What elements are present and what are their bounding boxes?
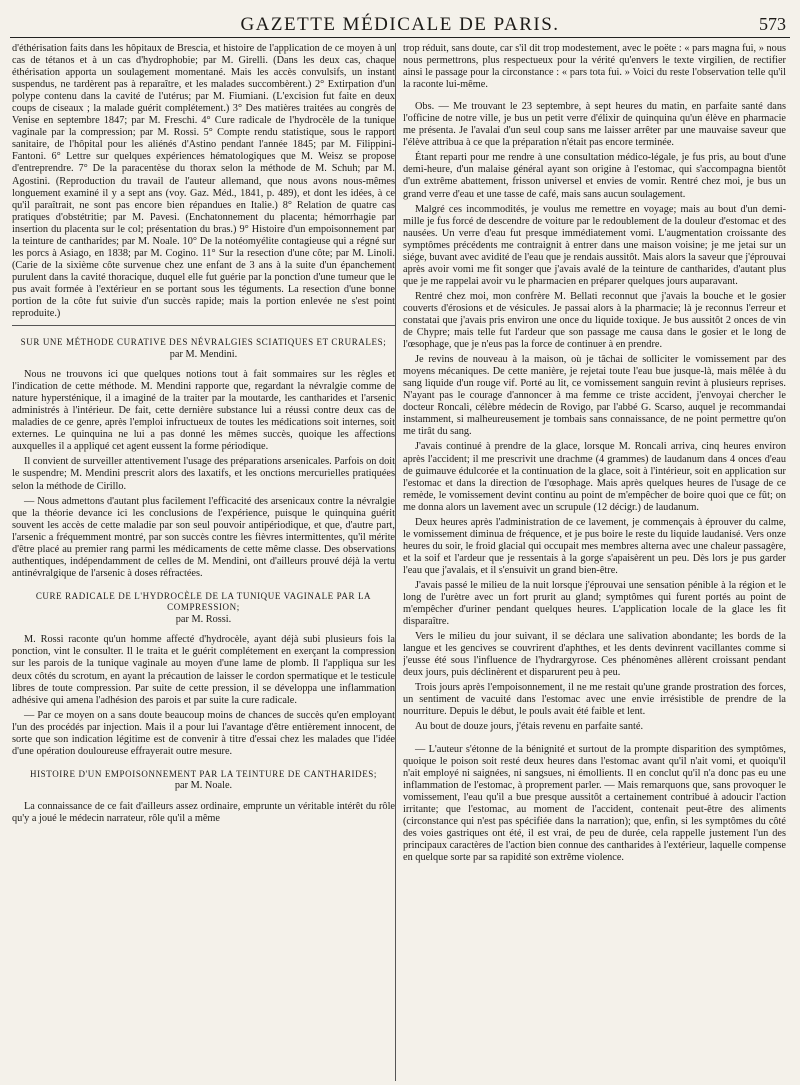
section-rule: [12, 325, 395, 326]
section-heading: [12, 337, 395, 360]
observation-paragraph: Je revins de nouveau à la maison, où je tâchai de solliciter le vomissement par des moyens mécaniques. De cette manière, je rejetai toute l'eau bue jusque-là, mais mêlée à du sang liquide d'un rouge vif. Porté au lit, ce vomissement sanguin revint à plusieurs reprises. N'ayant pas le courage d'annoncer à ma femme ce triste accident, j'envoyai chercher le docteur Roncali, célèbre médecin de Rovigo, par l'abbé G. Scarso, auquel je recommandai instamment, si malheureusement je tombais sans connaissance, de ne point permettre qu'on me tirât du sang.: [403, 354, 786, 438]
commentary-paragraph: — L'auteur s'étonne de la bénignité et surtout de la prompte disparition des symptômes, quoique le poison soit resté deux heures dans l'estomac avant qu'il n'ait vomi, et quoiqu'il n'ait employé ni saignées, ni sangsues, ni émollients. Il en conclut qu'il n'a donc pas eu une inflammation de l'estomac, à proprement parler. — Mais remarquons que, sans provoquer le vomissement, l'eau qu'il a bue presque aussitôt a certainement contribué à adoucir l'action irritante; que l'estomac, au moment de l'accident, contenait peut-être des aliments (circonstance qui n'est pas spécifiée dans la narration); que, enfin, si les symptômes du côté des voies gastriques ont été, il est vrai, de peu de durée, cela rappelle justement l'un des principaux caractères de l'action bien connue des cantharides à l'extérieur, laquelle compense en quelque sorte par sa rapidité son extrême violence.: [403, 743, 786, 863]
section-heading: [12, 591, 395, 626]
right-column: [403, 43, 786, 1081]
paragraph: — Nous admettons d'autant plus facilement l'efficacité des arsenicaux contre la névralgie que la théorie devance ici les conclusions de l'expérience, puisque le quinquina guérit souvent les accès de cette maladie par son seul pouvoir antipériodique, et que, d'autre part, l'arsenic a fréquemment montré, par son succès contre les fièvres intermittentes, qu'il mérite d'être placé au premier rang parmi les médicaments de cette même classe. Des observations authentiques, indépendamment de celles de M. Mendini, ont d'ailleurs prouvé déjà la vertu antinévralgique de l'arsenic à doses réfractées.: [12, 495, 395, 579]
observation-paragraph: Deux heures après l'administration de ce lavement, je commençais à éprouver du calme, le vomissement diminua de fréquence, et je pus boire le reste du liquide laudanisé. Vers onze heures du soir, le froid glacial qui occupait mes membres alterna avec une chaleur passagère, et la soif et l'ardeur que je ressentais à la gorge s'apaisèrent un peu. Dès lors je pus garder l'eau que j'avalais, et il s'ensuivit un grand bien-être.: [403, 516, 786, 576]
column-divider: [395, 43, 396, 1081]
section-heading: [12, 769, 395, 792]
spacer: [403, 91, 786, 101]
paragraph: Nous ne trouvons ici que quelques notions tout à fait sommaires sur les règles et l'indication de cette méthode. M. Mendini rapporte que, regardant la névralgie comme de nature hypersténique, il a imaginé de la traiter par la moutarde, les cantharides et l'arsenic administrés à l'intérieur. De fait, cette dernière substance lui a réussi contre deux cas de maladies de ce genre, après l'emploi infructueux de toutes les médications soit internes, soit externes. Le quinquina ne lui a pas donné les mêmes succès, quoique les affections auxquelles il a appliqué cet agent eussent la forme périodique.: [12, 369, 395, 453]
paragraph: M. Rossi raconte qu'un homme affecté d'hydrocèle, ayant déjà subi plusieurs fois la ponction, vint le consulter. Il le traita et le guérit complétement en exerçant la compression sur les parois de la tunique vaginale au moyen d'une lame de plomb. Il l'appliqua sur les deux côtés du scrotum, en ayant la précaution de laisser le cordon spermatique et le testicule libres de toute compression. Par suite de cette pression, il se développa une inflammation adhésive qui amena l'adhésion des parois et par suite la cure radicale.: [12, 634, 395, 706]
observation-paragraph: Étant reparti pour me rendre à une consultation médico-légale, je fus pris, au bout d'une demi-heure, d'un malaise général ayant son origine à l'estomac, qui s'accompagna bientôt d'un extrême abattement, frisson universel et envies de vomir. Rentré chez moi, je bus un grand verre d'eau et une tasse de café, mais sans aucun soulagement.: [403, 152, 786, 200]
paragraph: Il convient de surveiller attentivement l'usage des préparations arsenicales. Parfois on doit le suspendre; M. Mendini prescrit alors des laxatifs, et les onctions mercurielles pratiquées selon la méthode de Cirillo.: [12, 456, 395, 492]
paragraph: trop réduit, sans doute, car s'il dit trop modestement, avec le poëte : « pars magna fui, » nous nous permettrons, plus respectueux pour la vérité qu'envers le texte virgilien, de rectifier ainsi le passage pour la circonstance : « pars tota fui. » Voici du reste l'observation telle qu'il la raconte lui-même.: [403, 43, 786, 91]
observation-paragraph: Rentré chez moi, mon confrère M. Bellati reconnut que j'avais la bouche et le gosier couverts d'érosions et de vésicules. Je passai alors à la pharmacie; là je reconnus l'erreur et constatai que j'avais pris environ une once du liquide toxique. Je bus aussitôt 2 onces de vin de Chypre; mais telle fut l'ardeur que son passage me causa dans le gosier et le long de l'œsophage, que je n'eus pas la force de continuer à en prendre.: [403, 290, 786, 351]
paragraph: La connaissance de ce fait d'ailleurs assez ordinaire, emprunte un véritable intérêt du rôle qu'y a joué le médecin narrateur, rôle qu'il a même: [12, 800, 395, 824]
spacer: [403, 734, 786, 744]
observation-paragraph: Trois jours après l'empoisonnement, il ne me restait qu'une grande prostration des forces, un sentiment de vacuité dans l'estomac avec une envie irrésistible de prendre de la nourriture. Depuis le début, le pouls avait été faible et lent.: [403, 682, 786, 718]
section-author: par M. Mendini.: [169, 348, 238, 360]
section-author: par M. Rossi.: [175, 613, 232, 625]
section-title: SUR UNE MÉTHODE CURATIVE DES NÉVRALGIES SCIATIQUES ET CRURALES;: [20, 337, 387, 348]
paragraph: — Par ce moyen on a sans doute beaucoup moins de chances de succès qu'en employant l'un des procédés par injection. Mais il a pour lui l'avantage d'être entièrement innocent, de sorte que son indication légitime est de convenir à titre d'essai chez les malades que l'idée d'une opération douloureuse effrayerait outre mesure.: [12, 709, 395, 757]
section-title: CURE RADICALE DE L'HYDROCÈLE DE LA TUNIQUE VAGINALE PAR LA COMPRESSION;: [35, 590, 372, 613]
journal-title: GAZETTE MÉDICALE DE PARIS.: [240, 14, 560, 35]
section-author: par M. Noale.: [174, 780, 233, 792]
observation-paragraph: Vers le milieu du jour suivant, il se déclara une salivation abondante; les bords de la langue et les gencives se couvrirent d'aphthes, et les dents devinrent vacillantes comme si j'eusse été sous l'influence de l'hydrargyrose. Ces phénomènes allèrent croissant pendant deux jours, puis déclinèrent et disparurent peu à peu.: [403, 631, 786, 679]
observation-paragraph: Obs. — Me trouvant le 23 septembre, à sept heures du matin, en parfaite santé dans l'officine de notre ville, je bus un petit verre d'élixir de quinquina qu'un élève en pharmacie me présenta. Je l'avalai d'un seul coup sans me laisser arrêter par une mauvaise saveur que l'élève attribua à ce que la préparation n'était pas encore terminée.: [403, 101, 786, 149]
observation-paragraph: J'avais passé le milieu de la nuit lorsque j'éprouvai une sensation pénible à la région et le long de l'urètre avec un fort prurit au gland; symptômes qui furent portés au point de m'empêcher d'uriner pendant quelques heures. L'application locale de la glace les fit disparaître.: [403, 579, 786, 628]
observation-paragraph: Au bout de douze jours, j'étais revenu en parfaite santé.: [415, 721, 644, 733]
observation-paragraph: J'avais continué à prendre de la glace, lorsque M. Roncali arriva, cinq heures environ après l'accident; il me prescrivit une drachme (4 grammes) de laudanum dans 4 onces d'eau de guimauve édulcorée et la continuation de la glace, soit à l'intérieur, soit en application sur l'estomac et dans la direction de l'œsophage. Mais après quelques heures de l'usage de ce remède, le vomissement devint continu au point de m'empêcher de boire quoi que ce fût; on me donna alors un lavement avec un scrupule (12 décigr.) de laudanum.: [403, 441, 786, 513]
header-rule: [10, 37, 790, 38]
observation-paragraph: Malgré ces incommodités, je voulus me remettre en voyage; mais au bout d'un demi-mille je fus forcé de descendre de voiture par le redoublement de la douleur d'estomac et des nausées. Un verre d'eau fut presque immédiatement vomi. L'augmentation croissante des symptômes précédents me contraignit à entrer dans une maison voisine; je me jetai sur un siége, buvant avec avidité de l'eau que je rendais aussitôt. Mais alors la saveur que j'éprouvai après avoir vomi me fit songer que j'avais avalé de la teinture de cantharides, d'autant plus que je me rappelai avoir vu le pharmacien en préparer quelques jours auparavant.: [403, 203, 786, 287]
section-title: HISTOIRE D'UN EMPOISONNEMENT PAR LA TEINTURE DE CANTHARIDES;: [29, 768, 378, 779]
paragraph: d'éthérisation faits dans les hôpitaux de Brescia, et histoire de l'application de ce moyen à un cas de tétanos et à un cas d'hydrophobie; par M. Girelli. (Dans les deux cas, chaque éthérisation apporta un soulagement momentané. Mais les accès convulsifs, un instant suspendus, ne tardèrent pas à reparaître, et les malades succombèrent.) 2° Extirpation d'un polype contenu dans la cavité de l'utérus; par M. Fiumiani. (L'excision fut faite en deux coups de ciseaux ; la malade guérit complétement.) 3° Des matières traitées au congrès de Venise en septembre 1847; par M. Freschi. 4° Cure radicale de l'hydrocèle de la tunique vaginale par la compression; par M. Rossi. 5° Compte rendu statistique, sous le rapport sanitaire, de l'hôpital pour les aliénés d'Astino pendant l'année 1845; par M. Filippini-Fantoni. 6° Lettre sur quelques expériences hématologiques que M. Weisz se propose d'entreprendre. 7° De la paracentèse du thorax selon la méthode de M. Schuh; par M. Agostini. (Reproduction du travail de l'auteur allemand, que nous avons nous-mêmes longuement examiné il y a sept ans (voy. Gaz. Méd., 1841, p. 489), et dont les idées, à ce qu'il paraîtrait, ne sont pas encore bien répandues en Italie.) 8° Relation de quatre cas pratiques d'obstétritie; par M. Pavesi. (Enchatonnement du placenta; hémorrhagie par insertion du placenta sur le col; présentation du bras.) 9° Histoire d'un empoisonnement par la teinture de cantharides; par M. Noale. 10° De la notéomyélite contagieuse qui a régné sur les porcs à Asiago, en 1838; par M. Cogino. 11° Sur la resection d'une côte; par M. Linoli. (Carie de la sixième côte survenue chez une enfant de 3 ans à la suite d'un épanchement purulent dans la cavité thoracique, duquel elle fut guérie par la ponction d'une tumeur que le pus avait formée à l'extérieur en se portant sous les téguments. La resection d'une bonne portion de la côte fut suivie d'un succès rapide; mais la portion enlevée ne s'est point reproduite.): [12, 43, 395, 320]
left-column: [12, 43, 395, 1081]
page-header: [10, 10, 790, 40]
page-number: 573: [759, 14, 786, 34]
